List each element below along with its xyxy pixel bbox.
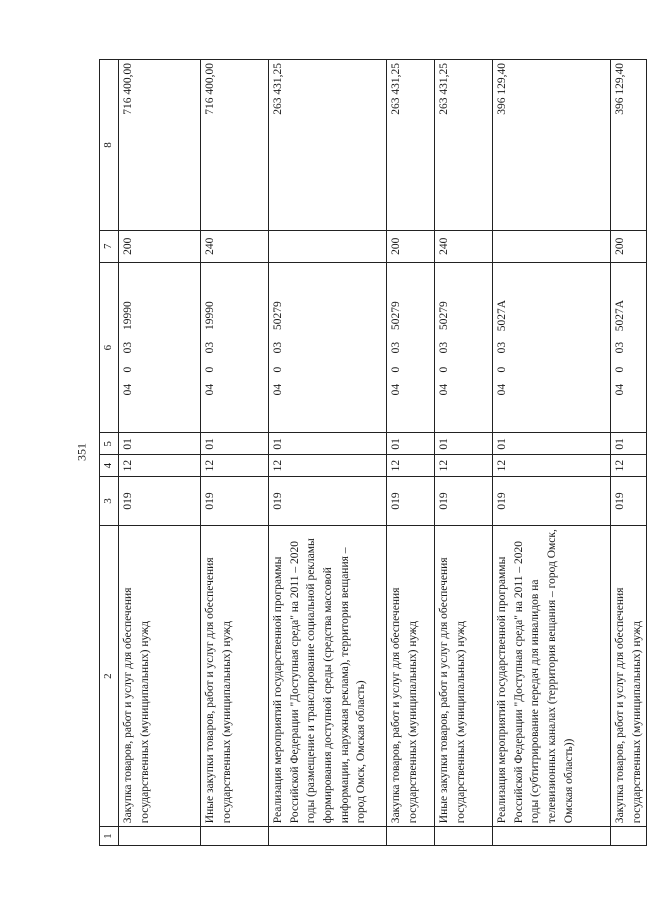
ministry-code-cell: 019: [386, 476, 434, 525]
event-code: 03: [121, 341, 134, 354]
section-code-cell: 12: [118, 455, 200, 477]
header-col-3: 3: [100, 476, 119, 525]
direction-code: 19990: [203, 301, 216, 330]
expense-name-cell: Закупка товаров, работ и услуг для обеспечения государственных (муниципальных) нужд: [386, 526, 434, 827]
row-number-cell: [434, 827, 492, 846]
subsection-code-cell: 01: [118, 433, 200, 455]
subprogram-code: 0: [121, 366, 134, 373]
expense-name-cell: Иные закупки товаров, работ и услуг для обеспечения государственных (муниципальных) нужд: [200, 526, 268, 827]
section-code-cell: 12: [610, 455, 646, 477]
direction-code: 5027A: [495, 299, 508, 332]
expense-type-cell: 240: [200, 230, 268, 262]
table-row: [434, 60, 492, 846]
ministry-code-cell: 019: [118, 476, 200, 525]
table-row: [610, 60, 646, 846]
event-code: 03: [203, 341, 216, 354]
table-row: [492, 60, 610, 846]
event-code: 03: [389, 341, 402, 354]
expense-type-cell: [268, 230, 386, 262]
amount-cell: 716 400,00: [118, 60, 200, 231]
table-row: [118, 60, 200, 846]
row-number-cell: [118, 827, 200, 846]
target-article-cell: [268, 262, 386, 433]
subsection-code-cell: 01: [434, 433, 492, 455]
direction-code: 5027A: [613, 299, 626, 332]
target-article-cell: [200, 262, 268, 433]
amount-cell: 396 129,40: [610, 60, 646, 231]
table-row: [386, 60, 434, 846]
section-code-cell: 12: [268, 455, 386, 477]
section-code-cell: 12: [386, 455, 434, 477]
subprogram-code: 0: [271, 366, 284, 373]
program-code: 04: [613, 383, 626, 396]
program-code: 04: [437, 383, 450, 396]
direction-code: 50279: [437, 301, 450, 330]
program-code: 04: [495, 383, 508, 396]
subsection-code-cell: 01: [200, 433, 268, 455]
target-article-cell: [434, 262, 492, 433]
ministry-code-cell: 019: [200, 476, 268, 525]
section-code-cell: 12: [434, 455, 492, 477]
row-number-cell: [268, 827, 386, 846]
header-col-8: 8: [100, 60, 119, 231]
row-number-cell: [610, 827, 646, 846]
expense-type-cell: 200: [610, 230, 646, 262]
amount-cell: 716 400,00: [200, 60, 268, 231]
ministry-code-cell: 019: [492, 476, 610, 525]
direction-code: 19990: [121, 301, 134, 330]
amount-cell: 396 129,40: [492, 60, 610, 231]
header-col-1: 1: [100, 827, 119, 846]
expense-name-cell: Реализация мероприятий государственной программы Российской Федерации "Доступная среда" на 2011 – 2020 годы (размещение и транслирование социальной рекламы формирования доступной среды (средства массовой информации, наружная реклама), территория вещания – город Омск, Омская область): [268, 526, 386, 827]
row-number-cell: [200, 827, 268, 846]
program-code: 04: [271, 383, 284, 396]
expense-name-cell: Реализация мероприятий государственной программы Российской Федерации "Доступная среда" на 2011 – 2020 годы (субтитрирование передач для инвалидов на телевизионных каналах (территория вещания – город Омск, Омская область)): [492, 526, 610, 827]
section-code-cell: 12: [492, 455, 610, 477]
subprogram-code: 0: [389, 366, 402, 373]
amount-cell: 263 431,25: [386, 60, 434, 231]
row-number-cell: [386, 827, 434, 846]
row-number-cell: [492, 827, 610, 846]
ministry-code-cell: 019: [434, 476, 492, 525]
target-article-cell: [386, 262, 434, 433]
event-code: 03: [437, 341, 450, 354]
table-row: [268, 60, 386, 846]
subsection-code-cell: 01: [386, 433, 434, 455]
header-col-5: 5: [100, 433, 119, 455]
amount-cell: 263 431,25: [434, 60, 492, 231]
target-article-cell: [610, 262, 646, 433]
section-code-cell: 12: [200, 455, 268, 477]
header-col-6: 6: [100, 262, 119, 433]
expense-type-cell: 200: [386, 230, 434, 262]
direction-code: 50279: [271, 301, 284, 330]
budget-table-container: [99, 59, 642, 846]
expense-type-cell: [492, 230, 610, 262]
expense-type-cell: 240: [434, 230, 492, 262]
budget-table: [99, 59, 647, 846]
subsection-code-cell: 01: [610, 433, 646, 455]
subprogram-code: 0: [203, 366, 216, 373]
expense-type-cell: 200: [118, 230, 200, 262]
subprogram-code: 0: [613, 366, 626, 373]
expense-name-cell: Закупка товаров, работ и услуг для обеспечения государственных (муниципальных) нужд: [610, 526, 646, 827]
subprogram-code: 0: [437, 366, 450, 373]
expense-name-cell: Иные закупки товаров, работ и услуг для обеспечения государственных (муниципальных) нужд: [434, 526, 492, 827]
header-col-2: 2: [100, 526, 119, 827]
amount-cell: 263 431,25: [268, 60, 386, 231]
ministry-code-cell: 019: [268, 476, 386, 525]
event-code: 03: [495, 341, 508, 354]
target-article-cell: [118, 262, 200, 433]
header-col-4: 4: [100, 455, 119, 477]
subsection-code-cell: 01: [268, 433, 386, 455]
direction-code: 50279: [389, 301, 402, 330]
table-body: [118, 60, 646, 846]
program-code: 04: [389, 383, 402, 396]
event-code: 03: [613, 341, 626, 354]
program-code: 04: [203, 383, 216, 396]
subsection-code-cell: 01: [492, 433, 610, 455]
target-article-cell: [492, 262, 610, 433]
expense-name-cell: Закупка товаров, работ и услуг для обеспечения государственных (муниципальных) нужд: [118, 526, 200, 827]
page-number: 351: [74, 443, 89, 461]
program-code: 04: [121, 383, 134, 396]
subprogram-code: 0: [495, 366, 508, 373]
ministry-code-cell: 019: [610, 476, 646, 525]
event-code: 03: [271, 341, 284, 354]
header-row: [100, 60, 119, 846]
header-col-7: 7: [100, 230, 119, 262]
table-row: [200, 60, 268, 846]
